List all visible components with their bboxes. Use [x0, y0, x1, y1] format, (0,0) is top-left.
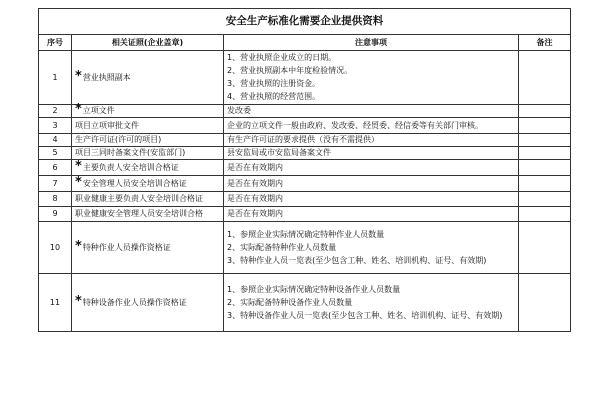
row-number: 2 — [39, 105, 72, 118]
row-number: 11 — [39, 274, 72, 332]
row-number: 7 — [39, 176, 72, 192]
note-line: 2、营业执照副本中年度检验情况。 — [227, 66, 353, 75]
cert-name: 项目三同时备案文件(安监部门) — [75, 148, 186, 157]
note-line: 2、实际配备特种作业人员数量 — [227, 242, 337, 252]
notes-cell — [224, 274, 519, 332]
table-row — [39, 222, 571, 274]
row-number: 10 — [39, 222, 72, 274]
notes-cell — [224, 207, 519, 222]
cert-name: 职业健康安全管理人员安全培训合格 — [75, 209, 203, 218]
note-line: 1、参照企业实际情况确定特种作业人员数量 — [227, 229, 385, 239]
cert-name: 立项文件 — [82, 106, 115, 115]
notes-cell — [224, 118, 519, 134]
remark-cell — [519, 134, 571, 147]
note-line: 3、营业执照的注册资金。 — [227, 79, 321, 88]
note-line: 是否在有效期内 — [227, 162, 283, 172]
cert-cell — [72, 207, 224, 222]
notes-cell — [224, 222, 519, 274]
required-star-icon: * — [75, 68, 82, 84]
cert-name: 主要负责人安全培训合格证 — [82, 162, 179, 172]
notes-cell — [224, 160, 519, 176]
cert-cell — [72, 192, 224, 207]
note-line: 是否在有效期内 — [227, 209, 283, 218]
table-body — [39, 51, 571, 332]
document-sheet — [38, 8, 570, 332]
title-row — [39, 9, 571, 35]
header-notes: 注意事项 — [224, 35, 519, 51]
header-no: 序号 — [39, 35, 72, 51]
note-line: 1、参照企业实际情况确定特种设备作业人员数量 — [227, 284, 401, 294]
header-row — [39, 35, 571, 51]
remark-cell — [519, 160, 571, 176]
note-line: 是否在有效期内 — [227, 178, 283, 188]
required-star-icon: * — [75, 174, 82, 190]
requirements-table — [38, 8, 571, 332]
row-number: 6 — [39, 160, 72, 176]
remark-cell — [519, 176, 571, 192]
table-row — [39, 207, 571, 222]
table-row — [39, 134, 571, 147]
notes-cell — [224, 176, 519, 192]
cert-cell — [72, 102, 224, 118]
note-line: 县安监局或市安监局备案文件 — [227, 148, 331, 157]
note-line: 有生产许可证的要求提供（没有不需提供） — [227, 135, 379, 144]
cert-cell — [72, 176, 224, 192]
row-number: 8 — [39, 192, 72, 207]
cert-name: 安全管理人员安全培训合格证 — [82, 178, 187, 188]
table-row — [39, 147, 571, 160]
table-row — [39, 51, 571, 105]
note-line: 3、特种设备作业人员一览表(至少包含工种、姓名、培训机构、证号、有效期) — [227, 310, 503, 320]
table-row — [39, 118, 571, 134]
note-line: 1、营业执照企业成立的日期。 — [227, 53, 337, 62]
remark-cell — [519, 51, 571, 105]
cert-name: 项目立项审批文件 — [75, 120, 139, 130]
table-row — [39, 176, 571, 192]
notes-cell — [224, 51, 519, 105]
cert-name: 特种设备作业人员操作资格证 — [82, 297, 187, 307]
header-remark: 备注 — [519, 35, 571, 51]
cert-name: 生产许可证(许可的项目) — [75, 135, 162, 144]
row-number: 5 — [39, 147, 72, 160]
note-line: 4、营业执照的经营范围。 — [227, 92, 321, 101]
remark-cell — [519, 207, 571, 222]
note-line: 3、特种作业人员一览表(至少包含工种、姓名、培训机构、证号、有效期) — [227, 255, 487, 265]
cert-cell — [72, 160, 224, 176]
header-cert: 相关证照(企业盖章) — [72, 35, 224, 51]
table-title: 安全生产标准化需要企业提供资料 — [39, 9, 571, 35]
note-line: 是否在有效期内 — [227, 194, 283, 203]
table-row — [39, 160, 571, 176]
cert-cell — [72, 274, 224, 332]
remark-cell — [519, 118, 571, 134]
remark-cell — [519, 192, 571, 207]
remark-cell — [519, 105, 571, 118]
required-star-icon: * — [75, 293, 82, 309]
note-line: 企业的立项文件一般由政府、发改委、经贸委、经信委等有关部门审核。 — [227, 120, 483, 130]
cert-cell — [72, 134, 224, 147]
cert-cell — [72, 118, 224, 134]
required-star-icon: * — [75, 102, 82, 117]
table-row — [39, 105, 571, 118]
notes-cell — [224, 134, 519, 147]
required-star-icon: * — [75, 238, 82, 254]
table-row — [39, 192, 571, 207]
remark-cell — [519, 274, 571, 332]
required-star-icon: * — [75, 158, 82, 174]
note-line: 发改委 — [227, 106, 251, 115]
note-line: 2、实际配备特种设备作业人员数量 — [227, 297, 353, 307]
row-number: 3 — [39, 118, 72, 134]
cert-cell — [72, 51, 224, 105]
cert-cell — [72, 147, 224, 160]
notes-cell — [224, 105, 519, 118]
row-number: 9 — [39, 207, 72, 222]
table-row — [39, 274, 571, 332]
notes-cell — [224, 192, 519, 207]
cert-name: 特种作业人员操作资格证 — [82, 242, 171, 252]
row-number: 1 — [39, 51, 72, 105]
notes-cell — [224, 147, 519, 160]
remark-cell — [519, 222, 571, 274]
cert-name: 职业健康主要负责人安全培训合格证 — [75, 194, 203, 203]
row-number: 4 — [39, 134, 72, 147]
cert-name: 营业执照副本 — [82, 72, 131, 82]
remark-cell — [519, 147, 571, 160]
cert-cell — [72, 222, 224, 274]
